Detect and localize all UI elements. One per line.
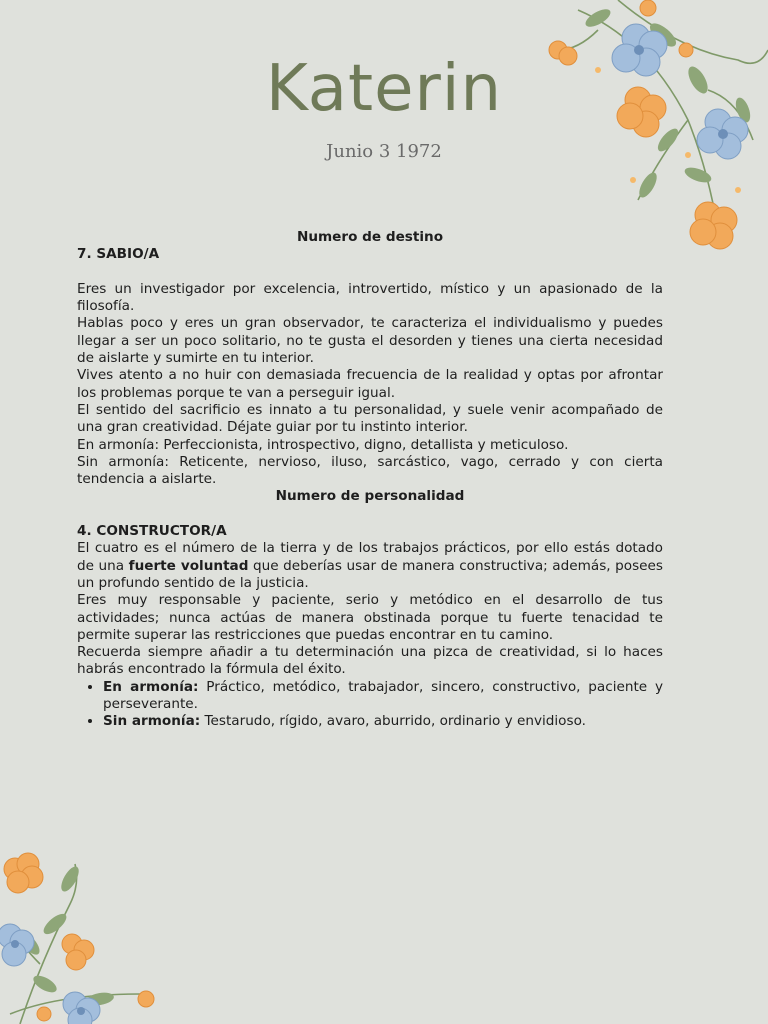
spacer — [77, 506, 663, 523]
floral-decoration-bottom — [0, 844, 170, 1024]
floral-decoration-top — [538, 0, 768, 260]
trait-label: En armonía: — [103, 678, 199, 695]
destino-paragraph: En armonía: Perfeccionista, introspectivo, digno, detallista y meticuloso. — [77, 436, 569, 453]
trait-text: Testarudo, rígido, avaro, aburrido, ordinario y envidioso. — [200, 713, 586, 730]
trait-label: Sin armonía: — [103, 713, 201, 730]
paragraph-text: que deberías usar de manera constructiva; además, posees un profundo sentido de la justicia. — [77, 557, 663, 591]
birth-date: Junio 3 1972 — [326, 141, 442, 162]
destino-paragraph: El sentido del sacrificio es innato a tu personalidad, y suele venir acompañado de una gran creatividad. Déjate guiar por tu instinto interior. — [77, 401, 663, 436]
personalidad-paragraph: Recuerda siempre añadir a tu determinación una pizca de creatividad, si lo haces habrás encontrado la fórmula del éxito. — [77, 644, 663, 678]
destino-heading: Numero de destino — [296, 229, 444, 245]
personalidad-paragraph — [77, 540, 663, 592]
paragraph-text: El cuatro es el número de la tierra y de los trabajos prácticos, por ello estás dotado de una — [77, 540, 663, 574]
personalidad-paragraph: Eres muy responsable y paciente, serio y metódico en el desarrollo de tus actividades; nunca actúas de manera obstinada porque tu fuerte tenacidad te permite superar las restricciones que puedas encontrar en tu camino. — [77, 592, 663, 643]
list-item — [103, 713, 663, 730]
destino-paragraph: Vives atento a no huir con demasiada frecuencia de la realidad y optas por afrontar los problemas porque te van a perseguir igual. — [77, 367, 663, 401]
list-item — [103, 679, 663, 714]
destino-paragraph: Sin armonía: Reticente, nervioso, iluso, sarcástico, vago, cerrado y con cierta tendencia a aislarte. — [77, 453, 663, 488]
destino-number-title: 7. SABIO/A — [77, 246, 160, 263]
personalidad-number-title: 4. CONSTRUCTOR/A — [77, 523, 227, 540]
personalidad-heading: Numero de personalidad — [275, 488, 465, 505]
destino-paragraph: Eres un investigador por excelencia, introvertido, místico y un apasionado de la filosofía. — [77, 280, 663, 315]
page-title: Katerin — [265, 52, 503, 126]
destino-paragraph: Hablas poco y eres un gran observador, te caracteriza el individualismo y puedes llegar a ser un poco solitario, no te gusta el desorden y tienes una cierta necesidad de aislarte y sumirte en tu interior. — [77, 315, 663, 367]
traits-list — [77, 679, 663, 731]
document-body — [77, 229, 663, 731]
bold-phrase: fuerte voluntad — [128, 557, 249, 574]
spacer — [77, 264, 663, 281]
trait-text: Práctico, metódico, trabajador, sincero, constructivo, paciente y perseverante. — [103, 678, 663, 713]
